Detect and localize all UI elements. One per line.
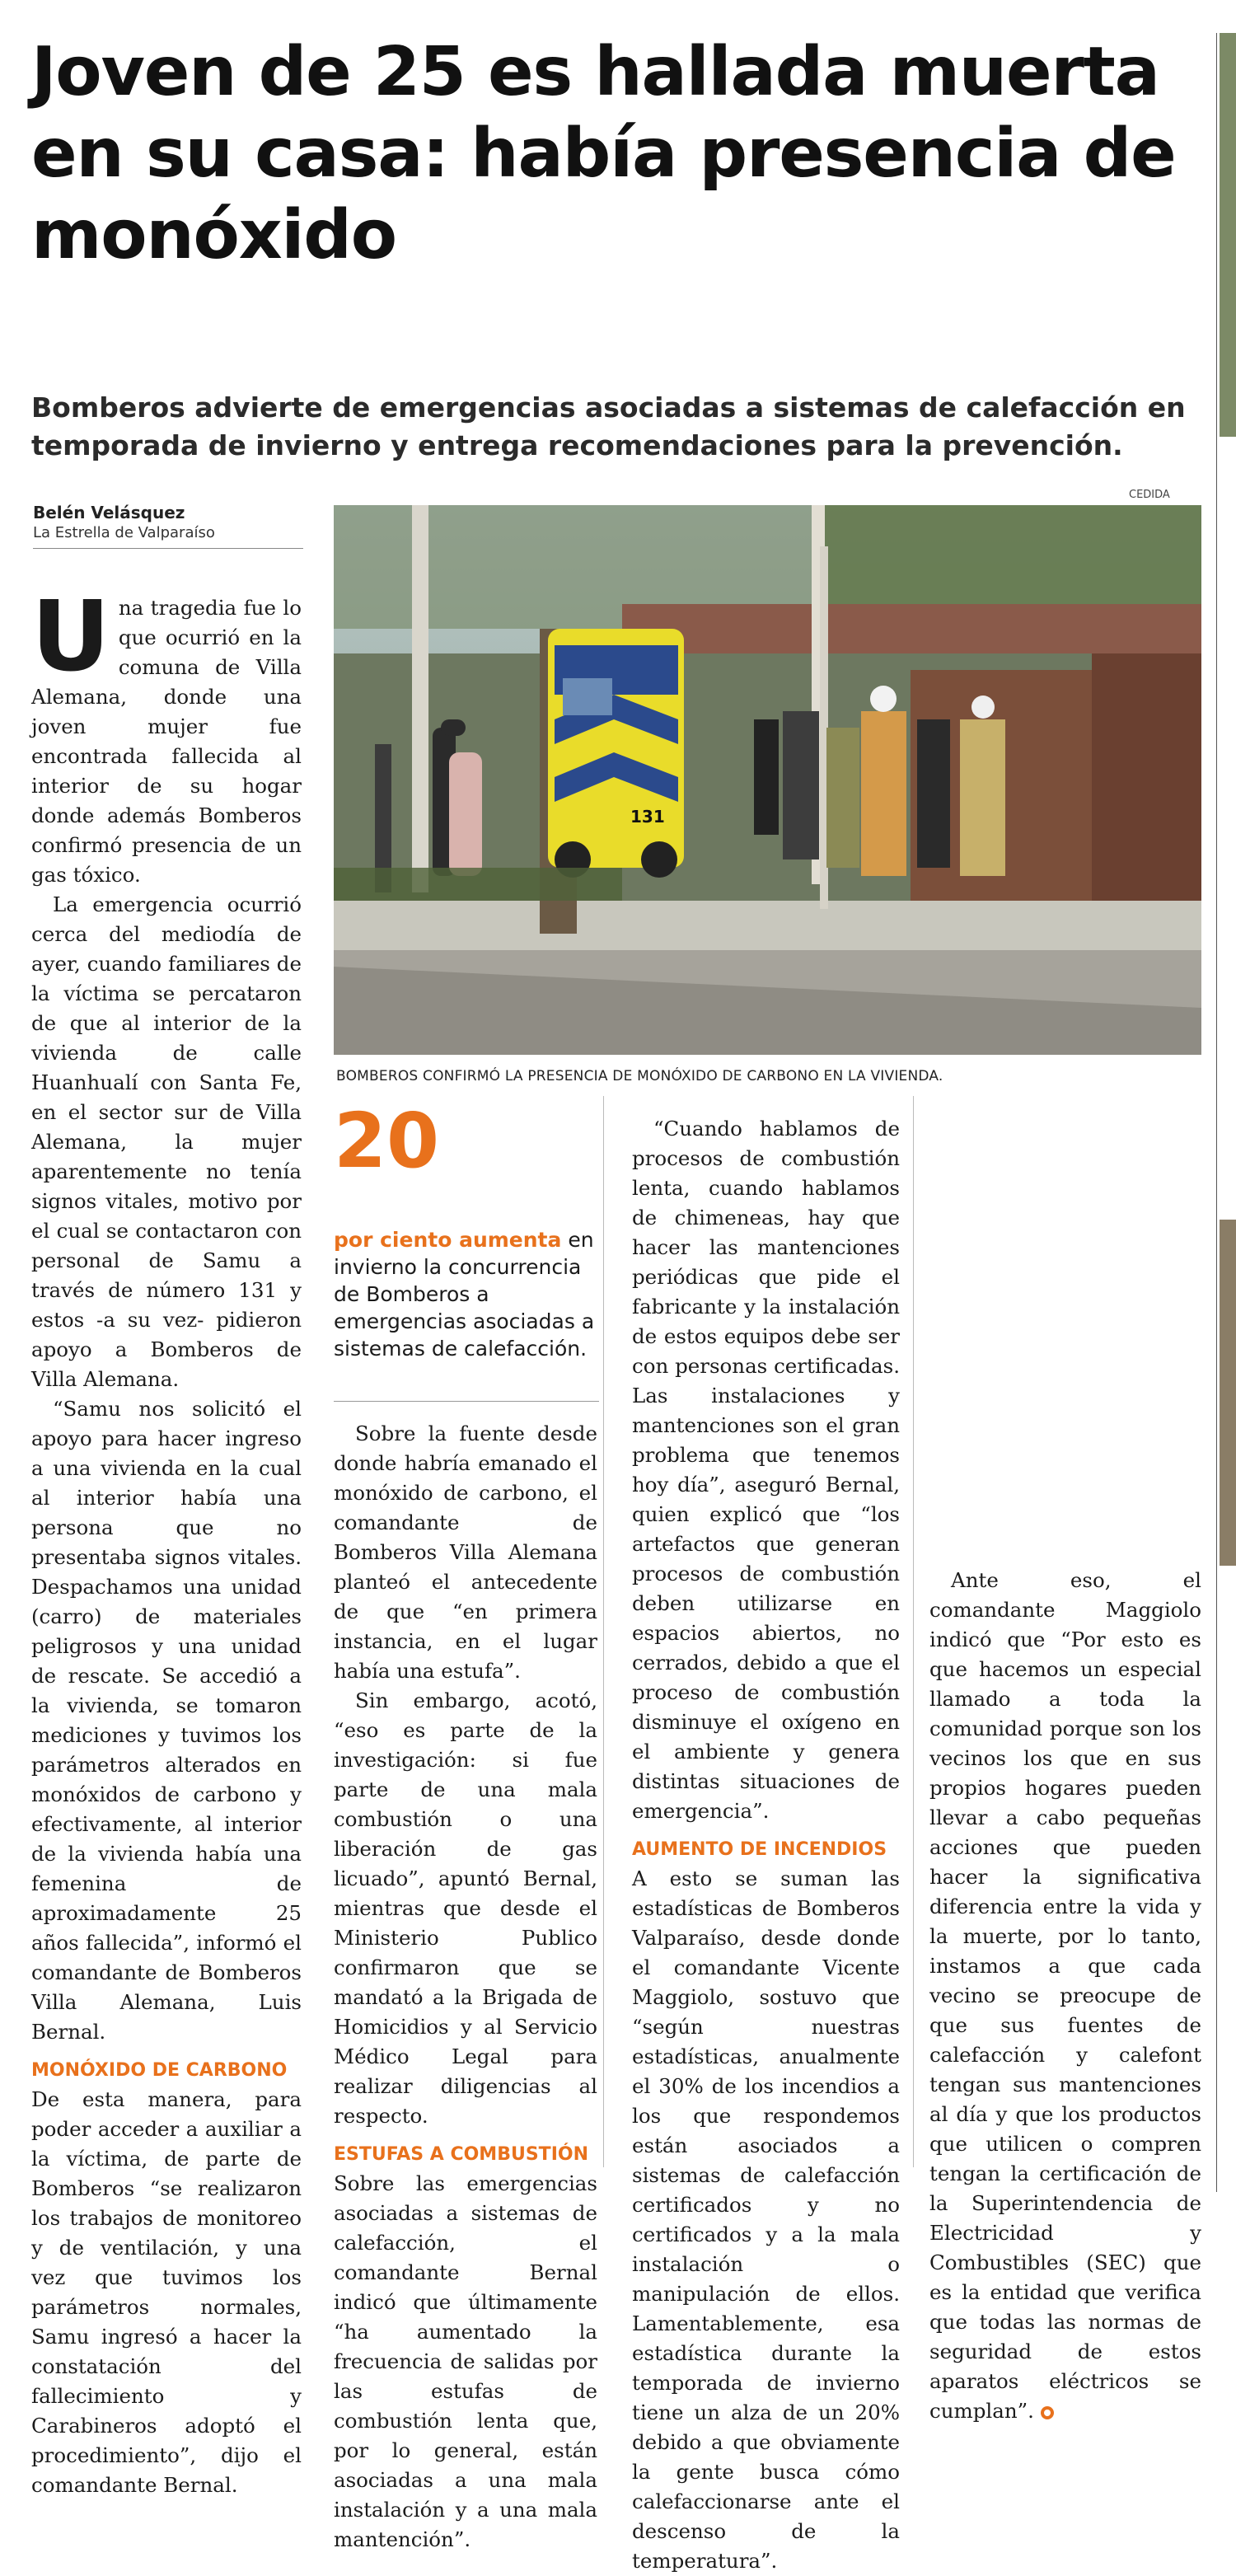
photo-caption: BOMBEROS CONFIRMÓ LA PRESENCIA DE MONÓXIDO DE CARBONO EN LA VIVIENDA. [336,1068,943,1084]
paragraph: “Cuando hablamos de procesos de combustión lenta, cuando hablamos de chimeneas, hay que hacer las mantenciones periódicas que pide el fabricante y la instalación de estos equipos debe ser con personas certificadas. Las instalaciones y mantenciones son el gran problema que tenemos hoy día”, aseguró Bernal, quien explicó que “los artefactos que generan procesos de combustión deben utilizarse en espacios abiertos, no cerrados, debido a que el proceso de combustión disminuye el oxígeno en el ambiente y genera distintas situaciones de emergencia”. [632,1117,900,1823]
paragraph: La emergencia ocurrió cerca del mediodía de ayer, cuando familiares de la víctima se percataron de que al interior de la vivienda de calle Huanhualí con Santa Fe, en el sector sur de Villa Alemana, la mujer aparentemente no tenía signos vitales, motivo por el cual se contactaron con personal de Samu a través de número 131 y estos -a su vez- pidieron apoyo a Bomberos de Villa Alemana. [31,892,302,1391]
column-3 [632,1114,900,2576]
adjacent-page-fragment [1220,0,1236,2205]
drop-cap: U [31,579,110,693]
column-rule [603,1096,604,2167]
news-photo [334,505,1201,1055]
paragraph: Sobre las emergencias asociadas a sistemas de calefacción, el comandante Bernal indicó que últimamente “ha aumentado la frecuencia de salidas por las estufas de combustión lenta que, por lo general, están asociadas a una mala instalación y a una mala mantención”. [334,2171,597,2551]
stat-callout [334,1226,599,1362]
paragraph: De esta manera, para poder acceder a auxiliar a la víctima, de parte de Bomberos “se realizaron los trabajos de monitoreo y de ventilación, y una vez que tuvimos los parámetros normales, Samu ingresó a hacer la constatación del fallecimiento y Carabineros adoptó el procedimiento”, dijo el comandante Bernal. [31,2087,302,2497]
paragraph [929,1566,1201,2426]
subheadline: Bomberos advierte de emergencias asociadas a sistemas de calefacción en temporada de invierno y entrega recomendaciones para la prevención. [31,391,1186,461]
headline: Joven de 25 es hallada muerta en su casa: había presencia de monóxido [31,33,1176,274]
callout-divider [334,1401,599,1402]
lead-paragraph [31,579,302,890]
paragraph: Sin embargo, acotó, “eso es parte de la investigación: si fue parte de una mala combustión o una liberación de gas licuado”, apuntó Bernal, mientras que desde el Ministerio Publico confirmaron que se mandató a la Brigada de Homicidios y al Servicio Médico Legal para realizar diligencias al respecto. [334,1688,597,2128]
lead-text: na tragedia fue lo que ocurrió en la comuna de Villa Alemana, donde una joven mujer fue encontrada fallecida al interior de su hogar donde además Bomberos confirmó presencia de un gas tóxico. [31,596,302,887]
ambulance-number: 131 [630,807,665,827]
paragraph: Sobre la fuente desde donde habría emanado el monóxido de carbono, el comandante de Bomberos Villa Alemana planteó el antecedente de que “en primera instancia, en el lugar había una estufa”. [334,1421,597,1683]
column-1 [31,579,302,2500]
closing-text: Ante eso, el comandante Maggiolo indicó que “Por esto es que hacemos un especial llamado a toda la comunidad porque son los vecinos los que en sus propios hogares pueden llevar a cabo pequeñas acciones que pueden hacer la significativa diferencia entre la vida y la muerte, por lo tanto, instamos a que cada vecino se preocupe de que sus fuentes de calefacción y calefont tengan sus mantenciones al día y que los productos que utilicen o compren tengan la certificación de la Superintendencia de Electricidad y Combustibles (SEC) que es la entidad que verifica que todas las normas de seguridad de estos aparatos eléctricos se cumplan”. [929,1568,1201,2423]
section-heading: AUMENTO DE INCENDIOS [632,1839,887,1860]
column-4 [929,1566,1201,2426]
stat-highlight: por ciento aumenta [334,1228,562,1252]
column-2 [334,1419,597,2555]
column-rule [913,1096,914,2167]
stat-number: 20 [334,1097,440,1185]
adjacent-page-strip [1220,0,1236,2205]
scene-illustration [334,505,1201,1055]
stat-text: en invierno la concurrencia de Bomberos a emergencias asociadas a sistemas de calefacción. [334,1228,595,1361]
byline [33,503,303,549]
outlet-name: La Estrella de Valparaíso [33,524,215,541]
section-heading: MONÓXIDO DE CARBONO [31,2060,288,2081]
paragraph: A esto se suman las estadísticas de Bomberos Valparaíso, desde donde el comandante Vicente Maggiolo, sostuvo que “según nuestras estadísticas, anualmente el 30% de los incendios a los que respondemos están asociados a sistemas de calefacción certificados y no certificados y a la mala instalación o manipulación de ellos. Lamentablemente, esa estadística durante la temporada de invierno tiene un alza de un 20% debido a que obviamente la gente busca cómo calefaccionarse ante el descenso de la temperatura”. [632,1866,900,2573]
page-edge-rule [1216,33,1217,2192]
paragraph: “Samu nos solicitó el apoyo para hacer ingreso a una vivienda en la cual al interior había una persona que no presentaba signos vitales. Despachamos una unidad (carro) de materiales peligrosos y una unidad de rescate. Se accedió a la vivienda, se tomaron mediciones y tuvimos los parámetros alterados en monóxidos de carbono y efectivamente, al interior de la vivienda había una femenina de aproximadamente 25 años fallecida”, informó el comandante de Bomberos Villa Alemana, Luis Bernal. [31,1397,302,2044]
section-heading: ESTUFAS A COMBUSTIÓN [334,2144,588,2165]
photo-credit: CEDIDA [1129,489,1170,501]
end-mark-icon [1041,2406,1054,2419]
author-name: Belén Velásquez [33,503,185,522]
